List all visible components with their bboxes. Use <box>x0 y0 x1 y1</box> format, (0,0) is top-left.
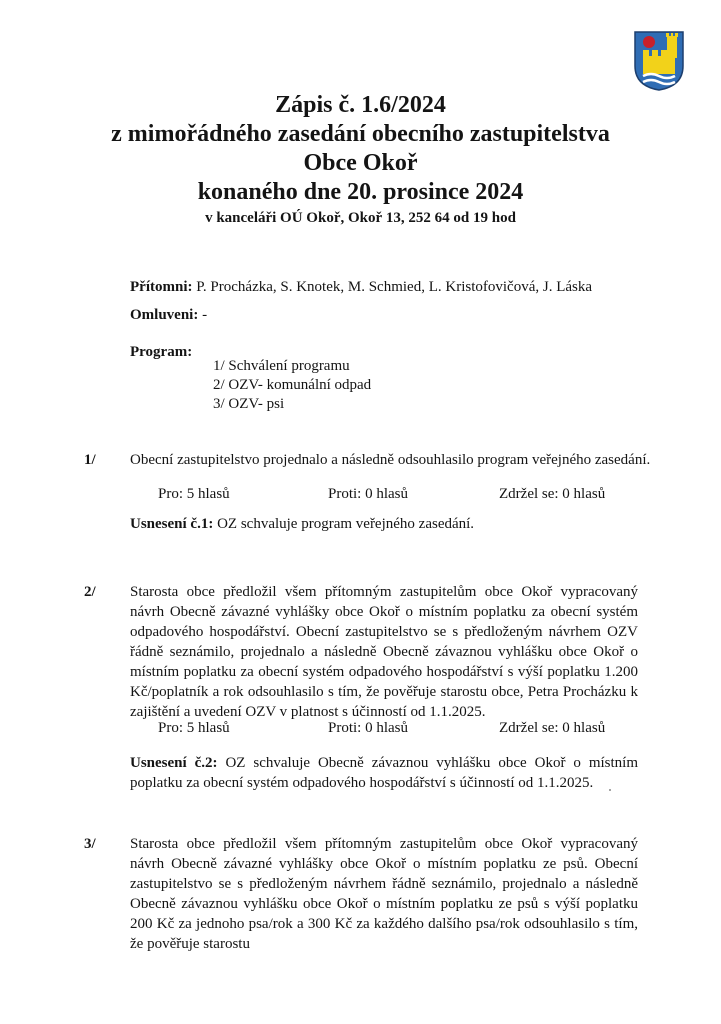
resolution-text: OZ schvaluje program veřejného zasedání. <box>213 516 475 532</box>
program-item: 3/ OZV- psi <box>213 396 285 412</box>
votes-for: Pro: 5 hlasů <box>158 486 230 502</box>
program-item: 2/ OZV- komunální odpad <box>213 377 372 393</box>
votes-for: Pro: 5 hlasů <box>158 720 230 736</box>
section-text: Obecní zastupitelstvo projednalo a následně odsouhlasilo program veřejného zasedání. <box>130 452 651 468</box>
scan-speck <box>609 789 611 791</box>
present-label: Přítomni: <box>130 279 193 295</box>
meeting-type-heading: z mimořádného zasedání obecního zastupitelstva <box>111 121 610 147</box>
section-number: 1/ <box>84 452 96 468</box>
votes-against: Proti: 0 hlasů <box>328 486 409 502</box>
municipal-coat-of-arms-icon <box>633 30 685 92</box>
program-item: 1/ Schválení programu <box>213 358 350 374</box>
votes-abstain: Zdržel se: 0 hlasů <box>499 486 606 502</box>
section-text: Starosta obce předložil všem přítomným zastupitelům obce Okoř vypracovaný návrh Obecně závazné vyhlášky obce Okoř o místním poplatku ze psů. Obecní zastupitelstvo se s předloženým návrhem řádně seznámilo, projednalo a následně Obecně závaznou vyhlášku obce Okoř o místním poplatku ze psů s výší poplatku 200 Kč za jednoho psa/rok a 300 Kč za každého dalšího psa/rok odsouhlasilo s tím, že pověřuje starostu <box>130 836 638 952</box>
resolution-text: OZ schvaluje Obecně závaznou vyhlášku obce Okoř o místním poplatku za obecní systém odpadového hospodářství s účinností od 1.1.2025. <box>130 755 638 791</box>
section-number: 2/ <box>84 584 96 600</box>
present-line <box>130 279 592 296</box>
program-label: Program: <box>130 344 193 360</box>
votes-abstain: Zdržel se: 0 hlasů <box>499 720 606 736</box>
excused-members: - <box>198 307 208 323</box>
resolution-1 <box>130 516 474 533</box>
votes-against: Proti: 0 hlasů <box>328 720 409 736</box>
minutes-title: Zápis č. 1.6/2024 <box>275 92 446 118</box>
meeting-location: v kanceláři OÚ Okoř, Okoř 13, 252 64 od 19 hod <box>205 210 516 226</box>
resolution-label: Usnesení č.1: <box>130 516 214 532</box>
section-number: 3/ <box>84 836 96 852</box>
municipality-heading: Obce Okoř <box>303 150 418 176</box>
present-members: P. Procházka, S. Knotek, M. Schmied, L. Kristofovičová, J. Láska <box>192 279 593 295</box>
excused-label: Omluveni: <box>130 307 199 323</box>
section-text: Starosta obce předložil všem přítomným zastupitelům obce Okoř vypracovaný návrh Obecně závazné vyhlášky obce Okoř o místním poplatku za obecní systém odpadového hospodářství. Obecní zastupitelstvo se s předloženým návrhem OZV řádně seznámilo, projednalo a následně Obecně závaznou vyhlášku obce Okoř o místním poplatku za obecní systém odpadového hospodářství s výší poplatku 1.200 Kč/poplatník a rok odsouhlasilo s tím, že pověřuje starostu obce, Petra Procházku k zajištění a uvedení OZV v platnost s účinností od 1.1.2025. <box>130 584 638 720</box>
excused-line <box>130 307 207 324</box>
meeting-date-heading: konaného dne 20. prosince 2024 <box>197 179 524 205</box>
resolution-label: Usnesení č.2: <box>130 755 218 771</box>
resolution-2 <box>130 753 638 793</box>
